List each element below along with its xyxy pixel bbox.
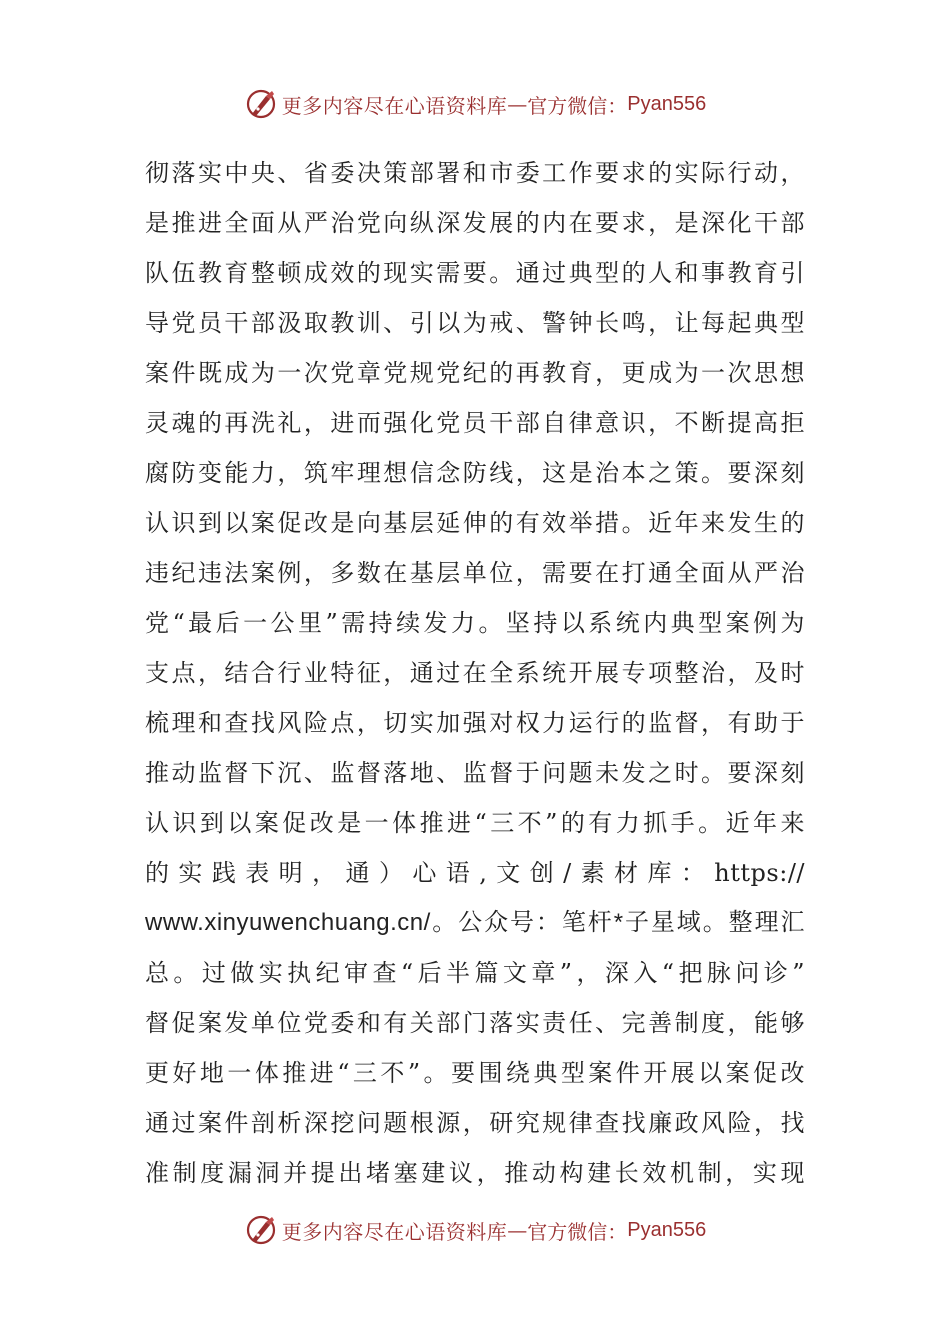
body-line-url: www.xinyuwenchuang.cn/。公众号：笔杆*子星域。整理汇 (145, 909, 805, 936)
body-line: 队伍教育整顿成效的现实需要。通过典型的人和事教育引 (145, 259, 805, 287)
body-line: 的实践表明，通）心语,文创/素材库：https:// (145, 859, 805, 887)
body-line: 认识到以案促改是向基层延伸的有效举措。近年来发生的 (145, 509, 805, 537)
pen-nib-icon (244, 1213, 278, 1247)
wechat-id: Pyan556 (627, 1218, 707, 1241)
body-line: 导党员干部汲取教训、引以为戒、警钟长鸣，让每起典型 (145, 309, 805, 337)
body-line: 违纪违法案例，多数在基层单位，需要在打通全面从严治 (145, 559, 805, 587)
body-line: 准制度漏洞并提出堵塞建议，推动构建长效机制，实现 (145, 1159, 805, 1187)
body-line: 彻落实中央、省委决策部署和市委工作要求的实际行动， (145, 159, 805, 187)
body-line: 腐防变能力，筑牢理想信念防线，这是治本之策。要深刻 (145, 459, 805, 487)
body-line: 梳理和查找风险点，切实加强对权力运行的监督，有助于 (145, 709, 805, 737)
banner-dash: — (507, 92, 528, 116)
body-line: 案件既成为一次党章党规党纪的再教育，更成为一次思想 (145, 359, 805, 387)
footer-banner (0, 1210, 950, 1250)
header-banner (0, 84, 950, 124)
body-line: 督促案发单位党委和有关部门落实责任、完善制度，能够 (145, 1009, 805, 1037)
banner-text: 更多内容尽在心语资料库 (281, 93, 508, 118)
wechat-label: 官方微信： (527, 1219, 628, 1244)
body-line: 灵魂的再洗礼，进而强化党员干部自律意识，不断提高拒 (145, 409, 805, 437)
body-line: 认识到以案促改是一体推进“三不”的有力抓手。近年来 (145, 809, 805, 837)
pen-nib-icon (244, 87, 278, 121)
wechat-label: 官方微信： (527, 93, 628, 118)
document-body (145, 148, 805, 1198)
body-line: 支点，结合行业特征，通过在全系统开展专项整治，及时 (145, 659, 805, 687)
banner-text: 更多内容尽在心语资料库 (281, 1219, 508, 1244)
banner-dash: — (507, 1218, 528, 1242)
body-line: 通过案件剖析深挖问题根源，研究规律查找廉政风险，找 (145, 1109, 805, 1137)
body-line: 党“最后一公里”需持续发力。坚持以系统内典型案例为 (145, 609, 805, 637)
wechat-id: Pyan556 (627, 92, 707, 115)
body-line: 是推进全面从严治党向纵深发展的内在要求，是深化干部 (145, 209, 805, 237)
body-line: 推动监督下沉、监督落地、监督于问题未发之时。要深刻 (145, 759, 805, 787)
body-line: 总。过做实执纪审查“后半篇文章”，深入“把脉问诊” (145, 959, 805, 987)
body-line: 更好地一体推进“三不”。要围绕典型案件开展以案促改 (145, 1059, 805, 1087)
